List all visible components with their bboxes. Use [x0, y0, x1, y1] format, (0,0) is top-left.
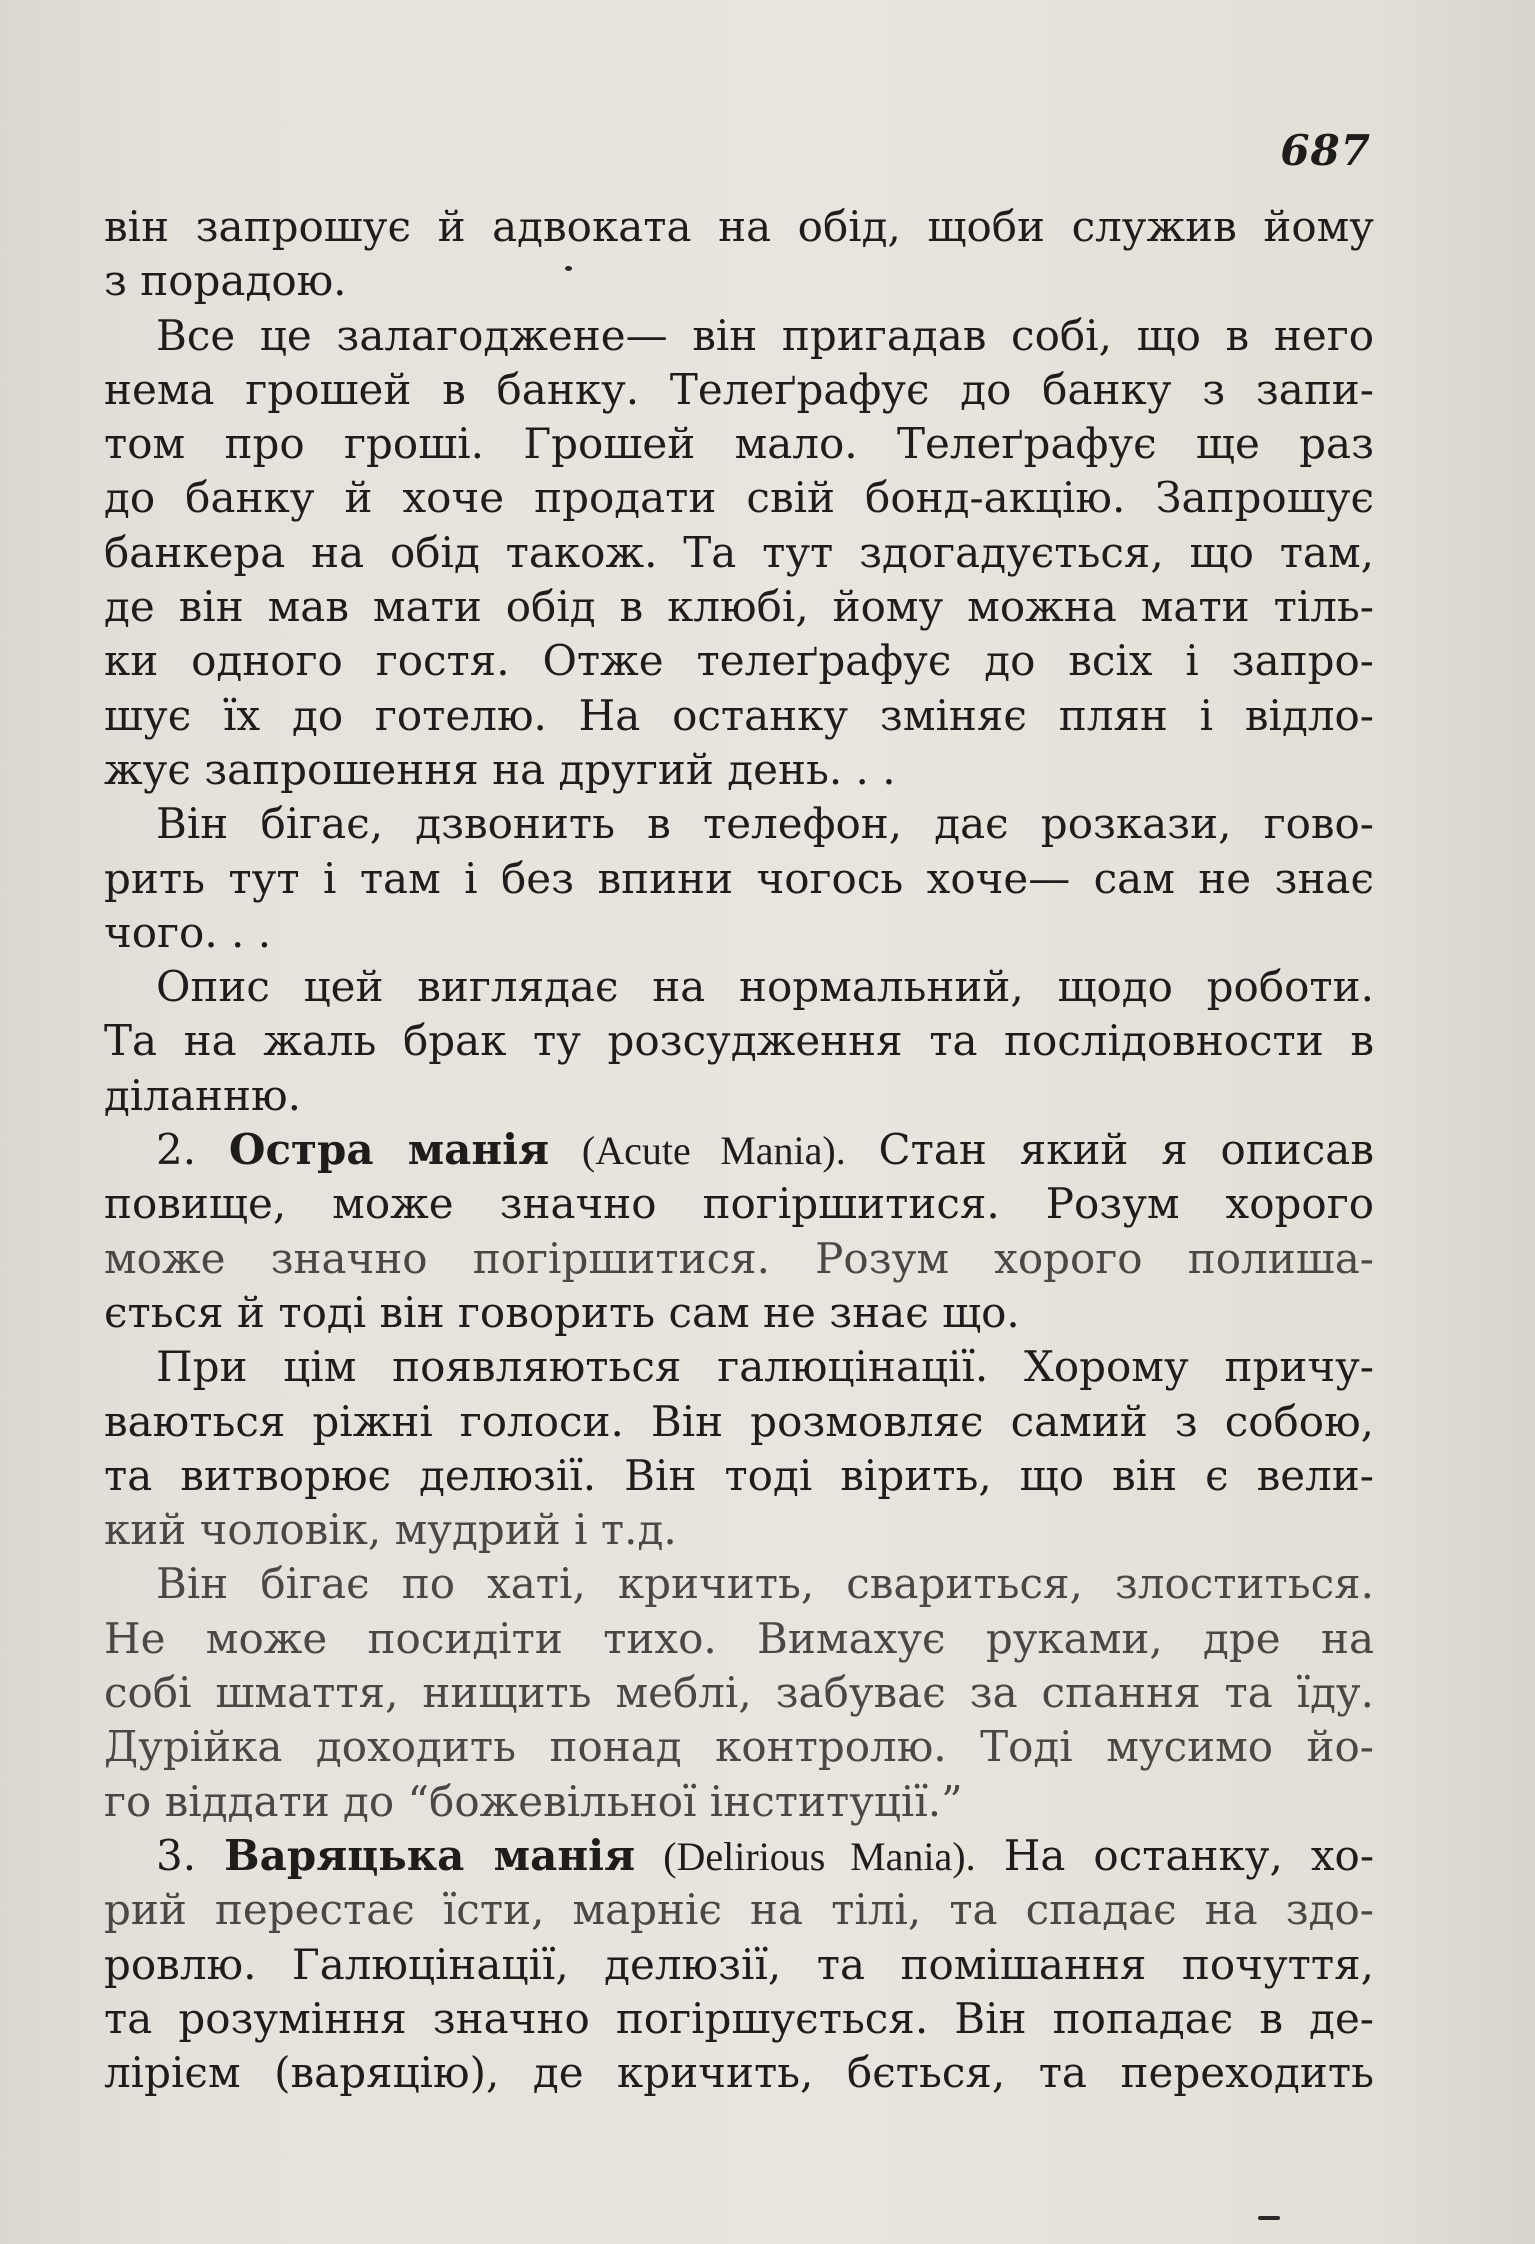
text-line: де він мав мати обід в клюбі, йому можна мати тіль- — [104, 582, 1374, 632]
section-2-heading-line — [104, 1123, 1374, 1177]
text-line: та витворює делюзії. Він тоді вірить, що він є вели- — [104, 1450, 1374, 1500]
text-line: лірієм (варяцію), де кричить, бється, та переходить — [104, 2048, 1374, 2098]
section-2-latin-term: (Acute Mania). — [581, 1128, 846, 1174]
text-line: може значно погіршитися. Розум хорого полиша- — [104, 1233, 1374, 1283]
section-3-paragraphs — [104, 1883, 1374, 2100]
page-number: 687 — [1280, 126, 1371, 175]
text-line: рий перестає їсти, марніє на тілі, та спадає на здо- — [104, 1885, 1374, 1935]
text-line: кий чоловік, мудрий і т.д. — [104, 1505, 677, 1555]
text-line: Опис цей виглядає на нормальний, щодо роботи. — [156, 962, 1374, 1012]
text-line: собі шмаття, нищить меблі, забуває за спання та їду. — [104, 1668, 1374, 1718]
text-line: ки одного гостя. Отже телеґрафує до всіх і запро- — [104, 636, 1374, 686]
text-line: банкера на обід також. Та тут здогадується, що там, — [104, 527, 1374, 577]
text-line: Дурійка доходить понад контролю. Тоді мусимо йо- — [104, 1722, 1374, 1772]
text-line: він запрошує й адвоката на обід, щоби служив йому — [104, 202, 1374, 251]
text-line: шує їх до готелю. На останку зміняє плян і відло- — [104, 690, 1374, 740]
print-speck — [565, 266, 572, 271]
section-3-heading-line — [104, 1829, 1374, 1883]
opening-paragraphs — [104, 200, 1374, 1123]
text-line: Все це залагоджене— він пригадав собі, що в него — [156, 310, 1374, 360]
text-line: нема грошей в банку. Телеґрафує до банку з запи- — [104, 364, 1374, 414]
text-line: рить тут і там і без впини чогось хоче— сам не знає — [104, 853, 1374, 903]
text-line: Він бігає по хаті, кричить, свариться, злоститься. — [156, 1559, 1374, 1609]
text-line: ється й тоді він говорить сам не знає що. — [104, 1287, 1020, 1337]
text-line: та розуміння значно погіршується. Він попадає в де- — [104, 1993, 1374, 2043]
body-text — [104, 200, 1374, 2100]
text-line: Він бігає, дзвонить в телефон, дає розкази, гово- — [156, 799, 1374, 849]
text-line: ваються ріжні голоси. Він розмовляє самий з собою, — [104, 1396, 1374, 1446]
print-speck — [1258, 2216, 1280, 2220]
section-2-paragraphs — [104, 1177, 1374, 1829]
section-2-number: 2. — [156, 1125, 197, 1175]
section-3-latin-term: (Delirious Mania). — [663, 1833, 976, 1879]
text-line: го віддати до “божевільної інституції.” — [104, 1776, 963, 1826]
section-2-first-line-text: Стан який я описав — [878, 1125, 1374, 1175]
text-line: чого. . . — [104, 907, 272, 957]
text-line: ровлю. Галюцінації, делюзії, та помішання почуття, — [104, 1939, 1374, 1989]
text-line: Та на жаль брак ту розсудження та послідовности в — [104, 1016, 1374, 1066]
section-3-number: 3. — [156, 1830, 197, 1880]
text-line: повище, може значно погіршитися. Розум хорого — [104, 1179, 1374, 1229]
text-line: При цім появляються галюцінації. Хорому причу- — [156, 1342, 1374, 1392]
text-line: діланню. — [104, 1070, 301, 1120]
text-line: Не може посидіти тихо. Вимахує руками, дре на — [104, 1613, 1374, 1663]
section-3-first-line-text: На останку, хо- — [1003, 1830, 1374, 1880]
text-line: том про гроші. Грошей мало. Телеґрафує ще раз — [104, 419, 1374, 469]
text-line: до банку й хоче продати свій бонд-акцію. Запрошує — [104, 473, 1374, 523]
section-3-title: Варяцька манія — [224, 1830, 636, 1880]
text-line: з порадою. — [104, 256, 347, 306]
text-line: жує запрошення на другий день. . . — [104, 744, 896, 794]
section-2-title: Остра манія — [228, 1125, 550, 1175]
